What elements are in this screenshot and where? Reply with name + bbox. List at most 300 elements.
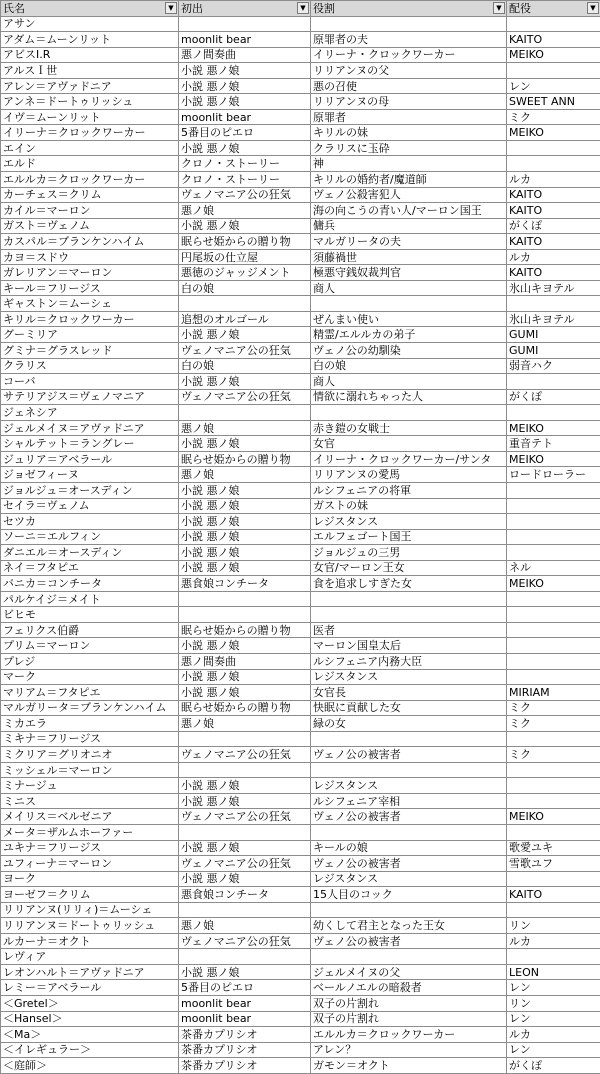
cell-debut[interactable]: 悪徳のジャッジメント	[179, 265, 311, 281]
cell-role[interactable]: ルシフェニアの将軍	[311, 482, 507, 498]
cell-role[interactable]: 商人	[311, 280, 507, 296]
cell-cast[interactable]: KAITO	[507, 32, 600, 48]
cell-cast[interactable]	[507, 653, 600, 669]
cell-debut[interactable]: 小説 悪ノ娘	[179, 871, 311, 887]
cell-name[interactable]: ミキナ＝フリージス	[1, 731, 179, 747]
header-role	[311, 1, 507, 17]
cell-role[interactable]: 双子の片割れ	[311, 1011, 507, 1027]
cell-debut[interactable]: 小説 悪ノ娘	[179, 529, 311, 545]
cell-cast[interactable]	[507, 824, 600, 840]
cell-cast[interactable]: 歌愛ユキ	[507, 840, 600, 856]
table-row	[1, 311, 600, 327]
cell-cast[interactable]: KAITO	[507, 187, 600, 203]
cell-cast[interactable]: MEIKO	[507, 420, 600, 436]
cell-cast[interactable]: 氷山キヨテル	[507, 311, 600, 327]
cell-name[interactable]: ＜イレギュラー＞	[1, 1042, 179, 1058]
cell-cast[interactable]: 氷山キヨテル	[507, 280, 600, 296]
cell-cast[interactable]	[507, 793, 600, 809]
cell-role[interactable]: ジョルジュの三男	[311, 545, 507, 561]
cell-role[interactable]: レジスタンス	[311, 871, 507, 887]
cell-cast[interactable]: レン	[507, 1011, 600, 1027]
cell-cast[interactable]	[507, 140, 600, 156]
cell-debut[interactable]: 眠らせ姫からの贈り物	[179, 700, 311, 716]
cell-debut[interactable]: 小説 悪ノ娘	[179, 793, 311, 809]
cell-role[interactable]	[311, 16, 507, 32]
cell-role[interactable]: 食を追求しすぎた女	[311, 576, 507, 592]
cell-debut[interactable]: 小説 悪ノ娘	[179, 840, 311, 856]
cell-name[interactable]: イリーナ＝クロックワーカー	[1, 125, 179, 141]
cell-role[interactable]: ヴェノ公の被害者	[311, 809, 507, 825]
cell-cast[interactable]: GUMI	[507, 327, 600, 343]
cell-role[interactable]: キールの娘	[311, 840, 507, 856]
cell-role[interactable]: キリルの妹	[311, 125, 507, 141]
cell-debut[interactable]: ヴェノマニア公の狂気	[179, 809, 311, 825]
cell-role[interactable]: 原罪者の夫	[311, 32, 507, 48]
cell-cast[interactable]: 重音テト	[507, 436, 600, 452]
cell-cast[interactable]: MEIKO	[507, 451, 600, 467]
cell-role[interactable]: ガストの妹	[311, 498, 507, 514]
cell-debut[interactable]	[179, 296, 311, 312]
header-label: 役割	[313, 2, 335, 15]
cell-name[interactable]: ジョゼフィーヌ	[1, 467, 179, 483]
cell-cast[interactable]: KAITO	[507, 887, 600, 903]
table-body	[1, 16, 600, 1073]
cell-role[interactable]: ヴェノ公の被害者	[311, 933, 507, 949]
cell-debut[interactable]	[179, 16, 311, 32]
cell-name[interactable]: マルガリータ＝ブランケンハイム	[1, 700, 179, 716]
cell-cast[interactable]	[507, 638, 600, 654]
cell-debut[interactable]: 小説 悪ノ娘	[179, 327, 311, 343]
cell-cast[interactable]	[507, 63, 600, 79]
cell-role[interactable]: 女官長	[311, 685, 507, 701]
cell-role[interactable]: エルルカ＝クロックワーカー	[311, 1027, 507, 1043]
cell-role[interactable]: ルシフェニア宰相	[311, 793, 507, 809]
cell-name[interactable]: グーミリア	[1, 327, 179, 343]
cell-debut[interactable]: 追想のオルゴール	[179, 311, 311, 327]
cell-cast[interactable]: GUMI	[507, 343, 600, 359]
cell-cast[interactable]: KAITO	[507, 265, 600, 281]
cell-name[interactable]: マリアム＝フタピエ	[1, 685, 179, 701]
cell-role[interactable]: 精霊/エルルカの弟子	[311, 327, 507, 343]
cell-role[interactable]	[311, 607, 507, 623]
cell-cast[interactable]	[507, 156, 600, 172]
cell-cast[interactable]: リン	[507, 918, 600, 934]
cell-cast[interactable]: ルカ	[507, 1027, 600, 1043]
cell-cast[interactable]	[507, 607, 600, 623]
cell-debut[interactable]: 悪ノ娘	[179, 203, 311, 219]
cell-cast[interactable]	[507, 498, 600, 514]
table-row	[1, 32, 600, 48]
cell-cast[interactable]: LEON	[507, 964, 600, 980]
cell-cast[interactable]	[507, 374, 600, 390]
cell-role[interactable]: イリーナ・クロックワーカー	[311, 47, 507, 63]
cell-name[interactable]: ダニエル＝オースディン	[1, 545, 179, 561]
cell-cast[interactable]: ロードローラー	[507, 467, 600, 483]
cell-role[interactable]: 15人目のコック	[311, 887, 507, 903]
table-row	[1, 653, 600, 669]
cell-debut[interactable]	[179, 591, 311, 607]
cell-debut[interactable]: 小説 悪ノ娘	[179, 514, 311, 530]
cell-name[interactable]: エルルカ＝クロックワーカー	[1, 172, 179, 188]
cell-debut[interactable]: 眠らせ姫からの贈り物	[179, 622, 311, 638]
cell-role[interactable]: 情欲に溺れちゃった人	[311, 389, 507, 405]
cell-name[interactable]: カスパル＝ブランケンハイム	[1, 234, 179, 250]
cell-name[interactable]: ミクリア＝グリオニオ	[1, 747, 179, 763]
cell-role[interactable]: マーロン国皇太后	[311, 638, 507, 654]
cell-role[interactable]: 悪の召使	[311, 78, 507, 94]
cell-debut[interactable]: ヴェノマニア公の狂気	[179, 389, 311, 405]
table-row	[1, 607, 600, 623]
cell-role[interactable]: 海の向こうの青い人/マーロン国王	[311, 203, 507, 219]
cell-name[interactable]: ユフィーナ＝マーロン	[1, 856, 179, 872]
cell-cast[interactable]: ミク	[507, 747, 600, 763]
cell-cast[interactable]	[507, 669, 600, 685]
cell-name[interactable]: レオンハルト＝アヴァドニア	[1, 964, 179, 980]
cell-name[interactable]: ギャストン＝ムーシェ	[1, 296, 179, 312]
cell-debut[interactable]: moonlit bear	[179, 996, 311, 1012]
cell-role[interactable]: キリルの婚約者/魔道師	[311, 172, 507, 188]
cell-role[interactable]: レジスタンス	[311, 669, 507, 685]
cell-cast[interactable]	[507, 902, 600, 918]
cell-role[interactable]: リリアンヌの母	[311, 94, 507, 110]
cell-cast[interactable]: がくぽ	[507, 1058, 600, 1074]
cell-debut[interactable]: 小説 悪ノ娘	[179, 560, 311, 576]
cell-role[interactable]: ヴェノ公の被害者	[311, 747, 507, 763]
cell-name[interactable]: イヴ＝ムーンリット	[1, 109, 179, 125]
header-label: 氏名	[3, 2, 25, 15]
cell-cast[interactable]: ルカ	[507, 249, 600, 265]
dropdown-arrow-icon[interactable]: ▼	[493, 2, 505, 14]
table-row	[1, 249, 600, 265]
cell-debut[interactable]: 円尾坂の仕立屋	[179, 249, 311, 265]
cell-cast[interactable]: MEIKO	[507, 125, 600, 141]
cell-role[interactable]: 赤き鎧の女戦士	[311, 420, 507, 436]
cell-name[interactable]: アルスＩ世	[1, 63, 179, 79]
header-row	[1, 1, 600, 17]
cell-cast[interactable]: ミク	[507, 109, 600, 125]
cell-cast[interactable]	[507, 545, 600, 561]
cell-debut[interactable]: 小説 悪ノ娘	[179, 669, 311, 685]
cell-role[interactable]: ジェルメイヌの父	[311, 964, 507, 980]
cell-name[interactable]: ミカエラ	[1, 716, 179, 732]
cell-debut[interactable]	[179, 731, 311, 747]
cell-name[interactable]: カヨ＝スドウ	[1, 249, 179, 265]
cell-cast[interactable]: ルカ	[507, 933, 600, 949]
cell-debut[interactable]: 小説 悪ノ娘	[179, 436, 311, 452]
cell-role[interactable]: ヴェノ公殺害犯人	[311, 187, 507, 203]
cell-role[interactable]: 神	[311, 156, 507, 172]
cell-debut[interactable]: 茶番カプリシオ	[179, 1042, 311, 1058]
cell-name[interactable]: サテリアジス＝ヴェノマニア	[1, 389, 179, 405]
cell-debut[interactable]: ヴェノマニア公の狂気	[179, 933, 311, 949]
cell-name[interactable]: セツカ	[1, 514, 179, 530]
dropdown-arrow-icon[interactable]: ▼	[165, 2, 177, 14]
cell-debut[interactable]: moonlit bear	[179, 1011, 311, 1027]
cell-role[interactable]	[311, 949, 507, 965]
cell-debut[interactable]: 小説 悪ノ娘	[179, 964, 311, 980]
cell-debut[interactable]: 悪ノ間奏曲	[179, 653, 311, 669]
cell-role[interactable]: アレン？	[311, 1042, 507, 1058]
cell-role[interactable]: リリアンヌの愛馬	[311, 467, 507, 483]
cell-cast[interactable]	[507, 296, 600, 312]
cell-name[interactable]: ヨーク	[1, 871, 179, 887]
cell-debut[interactable]: 小説 悪ノ娘	[179, 498, 311, 514]
cell-role[interactable]	[311, 762, 507, 778]
cell-cast[interactable]: レン	[507, 980, 600, 996]
table-row	[1, 78, 600, 94]
header-debut	[179, 1, 311, 17]
cell-cast[interactable]	[507, 529, 600, 545]
cell-role[interactable]: 女官/マーロン王女	[311, 560, 507, 576]
cell-role[interactable]	[311, 731, 507, 747]
cell-debut[interactable]: 小説 悪ノ娘	[179, 685, 311, 701]
table-row	[1, 374, 600, 390]
cell-cast[interactable]: ミク	[507, 700, 600, 716]
cell-debut[interactable]: 眠らせ姫からの贈り物	[179, 234, 311, 250]
cell-name[interactable]: キール＝フリージス	[1, 280, 179, 296]
cell-name[interactable]: プリム＝マーロン	[1, 638, 179, 654]
cell-debut[interactable]: 5番目のピエロ	[179, 125, 311, 141]
cell-name[interactable]: ビヒモ	[1, 607, 179, 623]
cell-name[interactable]: ミナージュ	[1, 778, 179, 794]
table-row	[1, 203, 600, 219]
cell-debut[interactable]: 5番目のピエロ	[179, 980, 311, 996]
cell-name[interactable]: ネイ＝フタピエ	[1, 560, 179, 576]
cell-name[interactable]: アダム＝ムーンリット	[1, 32, 179, 48]
cell-role[interactable]: ヴェノ公の幼馴染	[311, 343, 507, 359]
cell-cast[interactable]: KAITO	[507, 203, 600, 219]
cell-role[interactable]: マルガリータの夫	[311, 234, 507, 250]
cell-cast[interactable]: MEIKO	[507, 576, 600, 592]
cell-role[interactable]: 須藤禍世	[311, 249, 507, 265]
cell-role[interactable]: ベールノエルの暗殺者	[311, 980, 507, 996]
cell-name[interactable]: リリアンヌ＝ドートゥリッシュ	[1, 918, 179, 934]
cell-debut[interactable]: 悪食娘コンチータ	[179, 576, 311, 592]
cell-name[interactable]: バニカ＝コンチータ	[1, 576, 179, 592]
cell-name[interactable]: ガスト＝ヴェノム	[1, 218, 179, 234]
cell-name[interactable]: ＜Ma＞	[1, 1027, 179, 1043]
cell-debut[interactable]: 茶番カプリシオ	[179, 1058, 311, 1074]
cell-name[interactable]: レヴィア	[1, 949, 179, 965]
cell-cast[interactable]	[507, 514, 600, 530]
cell-name[interactable]: ＜庭師＞	[1, 1058, 179, 1074]
cell-name[interactable]: ＜Gretel＞	[1, 996, 179, 1012]
dropdown-arrow-icon[interactable]: ▼	[587, 2, 599, 14]
cell-role[interactable]: ルシフェニア内務大臣	[311, 653, 507, 669]
cell-debut[interactable]: クロノ・ストーリー	[179, 172, 311, 188]
cell-role[interactable]	[311, 591, 507, 607]
cell-debut[interactable]: 小説 悪ノ娘	[179, 778, 311, 794]
cell-role[interactable]: 双子の片割れ	[311, 996, 507, 1012]
cell-name[interactable]: メータ＝ザルムホーファー	[1, 824, 179, 840]
cell-name[interactable]: マーク	[1, 669, 179, 685]
cell-role[interactable]: リリアンヌの父	[311, 63, 507, 79]
table-row	[1, 1058, 600, 1074]
cell-name[interactable]: ジェルメイヌ＝アヴァドニア	[1, 420, 179, 436]
cell-debut[interactable]	[179, 902, 311, 918]
cell-role[interactable]: 商人	[311, 374, 507, 390]
cell-debut[interactable]: 悪ノ娘	[179, 918, 311, 934]
cell-debut[interactable]: 小説 悪ノ娘	[179, 63, 311, 79]
cell-cast[interactable]: リン	[507, 996, 600, 1012]
cell-debut[interactable]	[179, 762, 311, 778]
cell-cast[interactable]: SWEET ANN	[507, 94, 600, 110]
cell-role[interactable]: 極悪守銭奴裁判官	[311, 265, 507, 281]
cell-role[interactable]: 原罪者	[311, 109, 507, 125]
cell-name[interactable]: ジョルジュ＝オースディン	[1, 482, 179, 498]
cell-cast[interactable]: ネル	[507, 560, 600, 576]
cell-debut[interactable]: 小説 悪ノ娘	[179, 638, 311, 654]
cell-name[interactable]: アビスI.R	[1, 47, 179, 63]
dropdown-arrow-icon[interactable]: ▼	[297, 2, 309, 14]
cell-role[interactable]: 傭兵	[311, 218, 507, 234]
cell-cast[interactable]	[507, 949, 600, 965]
cell-cast[interactable]: MEIKO	[507, 809, 600, 825]
cell-role[interactable]	[311, 296, 507, 312]
cell-name[interactable]: ガレリアン＝マーロン	[1, 265, 179, 281]
cell-debut[interactable]: クロノ・ストーリー	[179, 156, 311, 172]
cell-cast[interactable]: ルカ	[507, 172, 600, 188]
cell-debut[interactable]: 悪ノ娘	[179, 467, 311, 483]
cell-cast[interactable]: 弱音ハク	[507, 358, 600, 374]
cell-name[interactable]: ジェネシア	[1, 405, 179, 421]
cell-cast[interactable]: KAITO	[507, 234, 600, 250]
cell-role[interactable]: エルフェゴート国王	[311, 529, 507, 545]
cell-debut[interactable]: 白の娘	[179, 280, 311, 296]
cell-cast[interactable]: レン	[507, 1042, 600, 1058]
cell-role[interactable]: ヴェノ公の被害者	[311, 856, 507, 872]
cell-name[interactable]: レミー＝アベラール	[1, 980, 179, 996]
cell-role[interactable]: レジスタンス	[311, 778, 507, 794]
cell-name[interactable]: セイラ＝ヴェノム	[1, 498, 179, 514]
cell-name[interactable]: コーバ	[1, 374, 179, 390]
cell-role[interactable]: ぜんまい使い	[311, 311, 507, 327]
cell-name[interactable]: パルケイジ＝メイト	[1, 591, 179, 607]
cell-name[interactable]: ルカーナ＝オクト	[1, 933, 179, 949]
cell-role[interactable]: 女官	[311, 436, 507, 452]
cell-name[interactable]: クラリス	[1, 358, 179, 374]
cell-name[interactable]: アレン＝アヴァドニア	[1, 78, 179, 94]
cell-name[interactable]: カイル＝マーロン	[1, 203, 179, 219]
cell-debut[interactable]: ヴェノマニア公の狂気	[179, 343, 311, 359]
cell-role[interactable]	[311, 824, 507, 840]
cell-debut[interactable]	[179, 949, 311, 965]
cell-debut[interactable]: 悪ノ娘	[179, 420, 311, 436]
cell-debut[interactable]: moonlit bear	[179, 109, 311, 125]
cell-name[interactable]: エイン	[1, 140, 179, 156]
cell-name[interactable]: リリアンヌ(リリィ)＝ムーシェ	[1, 902, 179, 918]
cell-name[interactable]: ミニス	[1, 793, 179, 809]
cell-name[interactable]: キリル＝クロックワーカー	[1, 311, 179, 327]
cell-debut[interactable]: ヴェノマニア公の狂気	[179, 856, 311, 872]
cell-cast[interactable]	[507, 622, 600, 638]
cell-debut[interactable]: 小説 悪ノ娘	[179, 78, 311, 94]
cell-debut[interactable]: 悪ノ娘	[179, 716, 311, 732]
cell-debut[interactable]: 小説 悪ノ娘	[179, 218, 311, 234]
cell-name[interactable]: ヨーゼフ＝クリム	[1, 887, 179, 903]
cell-role[interactable]: イリーナ・クロックワーカー/サンタ	[311, 451, 507, 467]
cell-role[interactable]	[311, 902, 507, 918]
cell-name[interactable]: アンネ＝ドートゥリッシュ	[1, 94, 179, 110]
cell-debut[interactable]: 眠らせ姫からの贈り物	[179, 451, 311, 467]
cell-name[interactable]: アサン	[1, 16, 179, 32]
cell-debut[interactable]	[179, 824, 311, 840]
table-row	[1, 327, 600, 343]
cell-cast[interactable]: レン	[507, 78, 600, 94]
cell-name[interactable]: プレジ	[1, 653, 179, 669]
cell-cast[interactable]: がくぽ	[507, 218, 600, 234]
cell-name[interactable]: シャルテット＝ラングレー	[1, 436, 179, 452]
cell-name[interactable]: ＜Hansel＞	[1, 1011, 179, 1027]
cell-name[interactable]: グミナ＝グラスレッド	[1, 343, 179, 359]
cell-cast[interactable]	[507, 778, 600, 794]
cell-role[interactable]: 緑の女	[311, 716, 507, 732]
cell-debut[interactable]: 白の娘	[179, 358, 311, 374]
cell-role[interactable]: 白の娘	[311, 358, 507, 374]
cell-name[interactable]: ジュリア＝アベラール	[1, 451, 179, 467]
cell-role[interactable]: 医者	[311, 622, 507, 638]
table-row	[1, 172, 600, 188]
cell-role[interactable]	[311, 405, 507, 421]
cell-cast[interactable]: ミク	[507, 716, 600, 732]
cell-cast[interactable]	[507, 731, 600, 747]
cell-debut[interactable]: ヴェノマニア公の狂気	[179, 747, 311, 763]
cell-cast[interactable]	[507, 482, 600, 498]
cell-name[interactable]: エルド	[1, 156, 179, 172]
cell-name[interactable]: フェリクス伯爵	[1, 622, 179, 638]
table-row	[1, 871, 600, 887]
cell-debut[interactable]: 小説 悪ノ娘	[179, 374, 311, 390]
cell-cast[interactable]: がくぽ	[507, 389, 600, 405]
cell-name[interactable]: ソーニ＝エルフィン	[1, 529, 179, 545]
cell-debut[interactable]: 悪ノ間奏曲	[179, 47, 311, 63]
cell-name[interactable]: カーチェス＝クリム	[1, 187, 179, 203]
cell-cast[interactable]: 雪歌ユフ	[507, 856, 600, 872]
cell-name[interactable]: メイリス＝ベルゼニア	[1, 809, 179, 825]
cell-debut[interactable]: 茶番カプリシオ	[179, 1027, 311, 1043]
header-cast	[507, 1, 600, 17]
cell-debut[interactable]	[179, 607, 311, 623]
table-row	[1, 576, 600, 592]
table-row	[1, 996, 600, 1012]
cell-role[interactable]: 幼くして君主となった王女	[311, 918, 507, 934]
cell-role[interactable]: ガモン＝オクト	[311, 1058, 507, 1074]
cell-debut[interactable]: 小説 悪ノ娘	[179, 94, 311, 110]
cell-debut[interactable]: 悪食娘コンチータ	[179, 887, 311, 903]
cell-cast[interactable]	[507, 871, 600, 887]
cell-name[interactable]: ミッシェル＝マーロン	[1, 762, 179, 778]
cell-role[interactable]: クラリスに玉砕	[311, 140, 507, 156]
cell-cast[interactable]	[507, 591, 600, 607]
cell-cast[interactable]	[507, 16, 600, 32]
cell-name[interactable]: ユキナ＝フリージス	[1, 840, 179, 856]
cell-cast[interactable]: MEIKO	[507, 47, 600, 63]
cell-role[interactable]: レジスタンス	[311, 514, 507, 530]
cell-debut[interactable]: 小説 悪ノ娘	[179, 545, 311, 561]
cell-debut[interactable]: 小説 悪ノ娘	[179, 140, 311, 156]
cell-role[interactable]: 快眠に貢献した女	[311, 700, 507, 716]
cell-debut[interactable]: 小説 悪ノ娘	[179, 482, 311, 498]
table-row	[1, 358, 600, 374]
cell-debut[interactable]	[179, 405, 311, 421]
cell-debut[interactable]: moonlit bear	[179, 32, 311, 48]
cell-cast[interactable]	[507, 762, 600, 778]
table-row	[1, 856, 600, 872]
cell-cast[interactable]	[507, 405, 600, 421]
table-row	[1, 234, 600, 250]
cell-cast[interactable]: MIRIAM	[507, 685, 600, 701]
cell-debut[interactable]: ヴェノマニア公の狂気	[179, 187, 311, 203]
